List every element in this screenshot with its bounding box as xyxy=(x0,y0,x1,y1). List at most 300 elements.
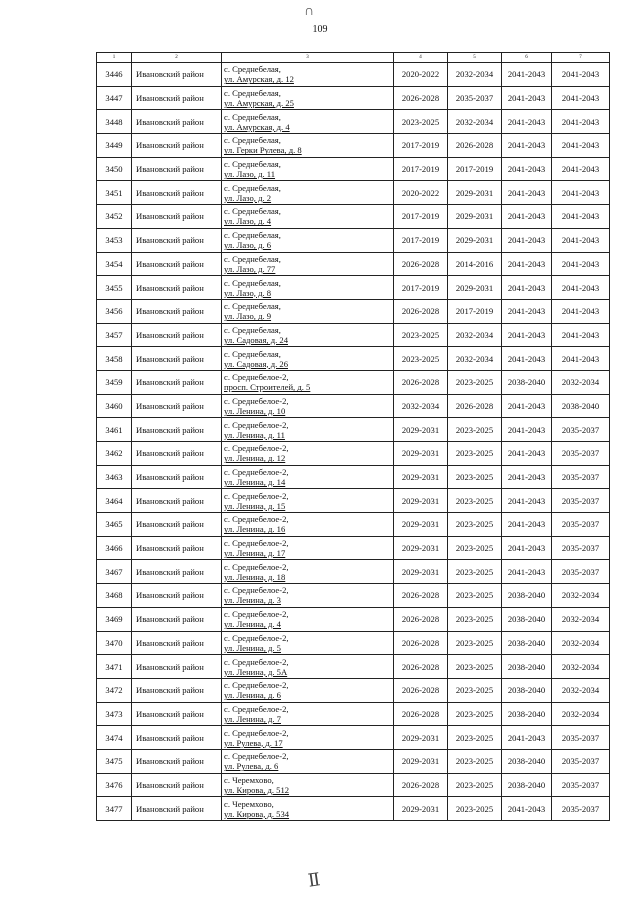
row-number-cell: 3454 xyxy=(97,252,132,276)
address-settlement: с. Среднебелая, xyxy=(224,182,281,193)
district-cell: Ивановский район xyxy=(132,347,222,371)
address-street: ул. Лазо, д. 2 xyxy=(224,192,272,203)
period-cell-col7: 2035-2037 xyxy=(552,726,610,750)
district-cell: Ивановский район xyxy=(132,323,222,347)
period-cell-col4: 2026-2028 xyxy=(394,370,448,394)
address-cell xyxy=(222,418,394,442)
period-cell-col4: 2029-2031 xyxy=(394,726,448,750)
district-cell: Ивановский район xyxy=(132,252,222,276)
period-cell-col7: 2041-2043 xyxy=(552,347,610,371)
district-cell: Ивановский район xyxy=(132,418,222,442)
address-settlement: с. Среднебелое-2, xyxy=(224,419,289,430)
period-cell-col5: 2023-2025 xyxy=(448,773,502,797)
period-cell-col5: 2023-2025 xyxy=(448,442,502,466)
period-cell-col7: 2041-2043 xyxy=(552,299,610,323)
period-cell-col7: 2032-2034 xyxy=(552,631,610,655)
period-cell-col5: 2026-2028 xyxy=(448,134,502,158)
address-settlement: с. Среднебелое-2, xyxy=(224,514,289,525)
address-settlement: с. Среднебелое-2, xyxy=(224,372,289,383)
table-row xyxy=(97,560,610,584)
period-cell-col4: 2032-2034 xyxy=(394,394,448,418)
period-cell-col4: 2029-2031 xyxy=(394,489,448,513)
address-settlement: с. Среднебелое-2, xyxy=(224,727,289,738)
address-settlement: с. Черемхово, xyxy=(224,774,274,785)
address-settlement: с. Среднебелая, xyxy=(224,159,281,170)
period-cell-col6: 2041-2043 xyxy=(502,323,552,347)
address-settlement: с. Среднебелое-2, xyxy=(224,561,289,572)
address-settlement: с. Среднебелая, xyxy=(224,88,281,99)
period-cell-col4: 2026-2028 xyxy=(394,607,448,631)
header-row xyxy=(97,53,610,63)
period-cell-col6: 2041-2043 xyxy=(502,442,552,466)
address-settlement: с. Среднебелая, xyxy=(224,277,281,288)
period-cell-col5: 2023-2025 xyxy=(448,370,502,394)
address-cell xyxy=(222,252,394,276)
address-street: ул. Лазо, д. 9 xyxy=(224,311,272,322)
address-settlement: с. Среднебелое-2, xyxy=(224,751,289,762)
table-row xyxy=(97,347,610,371)
district-cell: Ивановский район xyxy=(132,465,222,489)
address-cell xyxy=(222,773,394,797)
address-settlement: с. Среднебелое-2, xyxy=(224,538,289,549)
address-settlement: с. Среднебелое-2, xyxy=(224,703,289,714)
row-number-cell: 3464 xyxy=(97,489,132,513)
address-settlement: с. Среднебелая, xyxy=(224,253,281,264)
row-number-cell: 3468 xyxy=(97,584,132,608)
address-cell xyxy=(222,299,394,323)
handwritten-mark-top: ∩ xyxy=(304,4,315,19)
row-number-cell: 3456 xyxy=(97,299,132,323)
row-number-cell: 3475 xyxy=(97,749,132,773)
row-number-cell: 3473 xyxy=(97,702,132,726)
address-street: ул. Ленина, д. 12 xyxy=(224,453,286,464)
district-cell: Ивановский район xyxy=(132,442,222,466)
period-cell-col6: 2041-2043 xyxy=(502,181,552,205)
district-cell: Ивановский район xyxy=(132,157,222,181)
period-cell-col7: 2032-2034 xyxy=(552,370,610,394)
period-cell-col4: 2017-2019 xyxy=(394,228,448,252)
period-cell-col7: 2035-2037 xyxy=(552,489,610,513)
address-cell xyxy=(222,181,394,205)
period-cell-col5: 2023-2025 xyxy=(448,536,502,560)
address-street: ул. Кирова, д. 512 xyxy=(224,784,290,795)
address-street: ул. Амурская, д. 4 xyxy=(224,121,290,132)
row-number-cell: 3471 xyxy=(97,655,132,679)
row-number-cell: 3457 xyxy=(97,323,132,347)
period-cell-col5: 2023-2025 xyxy=(448,465,502,489)
period-cell-col5: 2032-2034 xyxy=(448,110,502,134)
address-street: ул. Рулева, д. 6 xyxy=(224,761,279,772)
row-number-cell: 3474 xyxy=(97,726,132,750)
address-cell xyxy=(222,726,394,750)
address-cell xyxy=(222,228,394,252)
district-cell: Ивановский район xyxy=(132,773,222,797)
address-cell xyxy=(222,678,394,702)
table-row xyxy=(97,63,610,87)
address-street: ул. Ленина, д. 17 xyxy=(224,548,286,559)
address-street: ул. Ленина, д. 18 xyxy=(224,571,286,582)
column-header: 6 xyxy=(502,53,552,63)
period-cell-col5: 2014-2016 xyxy=(448,252,502,276)
address-cell xyxy=(222,489,394,513)
period-cell-col7: 2041-2043 xyxy=(552,323,610,347)
address-street: ул. Ленина, д. 10 xyxy=(224,405,286,416)
period-cell-col6: 2038-2040 xyxy=(502,773,552,797)
address-cell xyxy=(222,276,394,300)
period-cell-col6: 2041-2043 xyxy=(502,513,552,537)
address-settlement: с. Среднебелое-2, xyxy=(224,443,289,454)
table-body xyxy=(97,63,610,821)
address-street: ул. Ленина, д. 15 xyxy=(224,500,286,511)
period-cell-col6: 2041-2043 xyxy=(502,536,552,560)
address-street: ул. Лазо, д. 77 xyxy=(224,263,276,274)
row-number-cell: 3458 xyxy=(97,347,132,371)
district-cell: Ивановский район xyxy=(132,489,222,513)
address-cell xyxy=(222,370,394,394)
row-number-cell: 3450 xyxy=(97,157,132,181)
address-settlement: с. Среднебелое-2, xyxy=(224,395,289,406)
table-row xyxy=(97,726,610,750)
district-cell: Ивановский район xyxy=(132,228,222,252)
period-cell-col4: 2020-2022 xyxy=(394,181,448,205)
address-street: ул. Ленина, д. 7 xyxy=(224,713,281,724)
address-settlement: с. Среднебелая, xyxy=(224,301,281,312)
address-cell xyxy=(222,205,394,229)
period-cell-col5: 2017-2019 xyxy=(448,299,502,323)
district-cell: Ивановский район xyxy=(132,394,222,418)
period-cell-col6: 2041-2043 xyxy=(502,276,552,300)
period-cell-col7: 2041-2043 xyxy=(552,205,610,229)
table-row xyxy=(97,655,610,679)
row-number-cell: 3453 xyxy=(97,228,132,252)
period-cell-col6: 2041-2043 xyxy=(502,797,552,821)
address-settlement: с. Среднебелое-2, xyxy=(224,656,289,667)
table-row xyxy=(97,323,610,347)
period-cell-col7: 2035-2037 xyxy=(552,442,610,466)
district-cell: Ивановский район xyxy=(132,655,222,679)
table-row xyxy=(97,465,610,489)
district-cell: Ивановский район xyxy=(132,86,222,110)
address-settlement: с. Среднебелая, xyxy=(224,64,281,75)
period-cell-col6: 2041-2043 xyxy=(502,157,552,181)
table-row xyxy=(97,584,610,608)
table-row xyxy=(97,631,610,655)
table-row xyxy=(97,110,610,134)
district-cell: Ивановский район xyxy=(132,134,222,158)
handwritten-mark-bottom: Ⅱ xyxy=(306,869,322,891)
period-cell-col7: 2035-2037 xyxy=(552,773,610,797)
period-cell-col5: 2026-2028 xyxy=(448,394,502,418)
district-cell: Ивановский район xyxy=(132,631,222,655)
column-header: 2 xyxy=(132,53,222,63)
period-cell-col6: 2038-2040 xyxy=(502,631,552,655)
district-cell: Ивановский район xyxy=(132,110,222,134)
table-row xyxy=(97,678,610,702)
address-cell xyxy=(222,513,394,537)
period-cell-col4: 2026-2028 xyxy=(394,773,448,797)
period-cell-col6: 2041-2043 xyxy=(502,134,552,158)
district-cell: Ивановский район xyxy=(132,678,222,702)
row-number-cell: 3460 xyxy=(97,394,132,418)
period-cell-col4: 2026-2028 xyxy=(394,86,448,110)
district-cell: Ивановский район xyxy=(132,370,222,394)
period-cell-col6: 2041-2043 xyxy=(502,489,552,513)
table-row xyxy=(97,797,610,821)
period-cell-col7: 2038-2040 xyxy=(552,394,610,418)
district-cell: Ивановский район xyxy=(132,181,222,205)
address-settlement: с. Среднебелая, xyxy=(224,111,281,122)
period-cell-col7: 2041-2043 xyxy=(552,157,610,181)
period-cell-col4: 2029-2031 xyxy=(394,749,448,773)
address-cell xyxy=(222,110,394,134)
period-cell-col7: 2032-2034 xyxy=(552,584,610,608)
table-row xyxy=(97,394,610,418)
address-street: ул. Ленина, д. 16 xyxy=(224,524,286,535)
period-cell-col5: 2023-2025 xyxy=(448,726,502,750)
row-number-cell: 3461 xyxy=(97,418,132,442)
period-cell-col5: 2029-2031 xyxy=(448,181,502,205)
period-cell-col5: 2023-2025 xyxy=(448,797,502,821)
period-cell-col4: 2020-2022 xyxy=(394,63,448,87)
period-cell-col6: 2038-2040 xyxy=(502,702,552,726)
address-cell xyxy=(222,394,394,418)
row-number-cell: 3448 xyxy=(97,110,132,134)
period-cell-col4: 2029-2031 xyxy=(394,536,448,560)
table-row xyxy=(97,252,610,276)
period-cell-col5: 2023-2025 xyxy=(448,631,502,655)
period-cell-col6: 2038-2040 xyxy=(502,749,552,773)
period-cell-col6: 2041-2043 xyxy=(502,205,552,229)
row-number-cell: 3459 xyxy=(97,370,132,394)
period-cell-col5: 2032-2034 xyxy=(448,323,502,347)
column-header: 3 xyxy=(222,53,394,63)
row-number-cell: 3462 xyxy=(97,442,132,466)
period-cell-col5: 2032-2034 xyxy=(448,347,502,371)
period-cell-col7: 2041-2043 xyxy=(552,252,610,276)
period-cell-col6: 2041-2043 xyxy=(502,299,552,323)
address-cell xyxy=(222,442,394,466)
period-cell-col6: 2041-2043 xyxy=(502,86,552,110)
period-cell-col5: 2023-2025 xyxy=(448,489,502,513)
period-cell-col4: 2029-2031 xyxy=(394,465,448,489)
address-street: ул. Амурская, д. 12 xyxy=(224,74,294,85)
row-number-cell: 3472 xyxy=(97,678,132,702)
address-settlement: с. Среднебелое-2, xyxy=(224,467,289,478)
period-cell-col7: 2041-2043 xyxy=(552,228,610,252)
address-street: ул. Лазо, д. 8 xyxy=(224,287,272,298)
address-settlement: с. Черемхово, xyxy=(224,798,274,809)
district-cell: Ивановский район xyxy=(132,702,222,726)
column-header: 4 xyxy=(394,53,448,63)
period-cell-col5: 2023-2025 xyxy=(448,655,502,679)
table-row xyxy=(97,181,610,205)
period-cell-col7: 2035-2037 xyxy=(552,418,610,442)
period-cell-col6: 2038-2040 xyxy=(502,607,552,631)
address-cell xyxy=(222,797,394,821)
address-cell xyxy=(222,465,394,489)
period-cell-col6: 2038-2040 xyxy=(502,655,552,679)
address-cell xyxy=(222,560,394,584)
address-cell xyxy=(222,347,394,371)
period-cell-col7: 2041-2043 xyxy=(552,63,610,87)
address-cell xyxy=(222,86,394,110)
row-number-cell: 3476 xyxy=(97,773,132,797)
address-street: ул. Ленина, д. 5А xyxy=(224,666,288,677)
period-cell-col7: 2032-2034 xyxy=(552,702,610,726)
address-cell xyxy=(222,134,394,158)
period-cell-col4: 2017-2019 xyxy=(394,205,448,229)
period-cell-col4: 2026-2028 xyxy=(394,299,448,323)
period-cell-col7: 2035-2037 xyxy=(552,465,610,489)
period-cell-col7: 2032-2034 xyxy=(552,607,610,631)
address-street: ул. Лазо, д. 4 xyxy=(224,216,272,227)
district-cell: Ивановский район xyxy=(132,726,222,750)
period-cell-col7: 2041-2043 xyxy=(552,276,610,300)
period-cell-col6: 2041-2043 xyxy=(502,465,552,489)
row-number-cell: 3451 xyxy=(97,181,132,205)
address-street: ул. Садовая, д. 26 xyxy=(224,358,288,369)
address-cell xyxy=(222,584,394,608)
period-cell-col7: 2035-2037 xyxy=(552,513,610,537)
address-street: ул. Ленина, д. 6 xyxy=(224,690,281,701)
row-number-cell: 3446 xyxy=(97,63,132,87)
period-cell-col4: 2023-2025 xyxy=(394,110,448,134)
address-street: ул. Ленина, д. 5 xyxy=(224,642,281,653)
period-cell-col6: 2041-2043 xyxy=(502,63,552,87)
row-number-cell: 3477 xyxy=(97,797,132,821)
period-cell-col7: 2035-2037 xyxy=(552,536,610,560)
address-street: ул. Лазо, д. 6 xyxy=(224,240,272,251)
address-settlement: с. Среднебелое-2, xyxy=(224,490,289,501)
period-cell-col6: 2041-2043 xyxy=(502,394,552,418)
district-cell: Ивановский район xyxy=(132,560,222,584)
period-cell-col4: 2017-2019 xyxy=(394,134,448,158)
address-cell xyxy=(222,607,394,631)
table-row xyxy=(97,749,610,773)
address-cell xyxy=(222,536,394,560)
address-settlement: с. Среднебелое-2, xyxy=(224,632,289,643)
period-cell-col4: 2029-2031 xyxy=(394,442,448,466)
period-cell-col5: 2023-2025 xyxy=(448,678,502,702)
address-settlement: с. Среднебелая, xyxy=(224,206,281,217)
row-number-cell: 3452 xyxy=(97,205,132,229)
period-cell-col4: 2026-2028 xyxy=(394,678,448,702)
district-cell: Ивановский район xyxy=(132,749,222,773)
district-cell: Ивановский район xyxy=(132,584,222,608)
period-cell-col4: 2029-2031 xyxy=(394,513,448,537)
address-street: просп. Строителей, д. 5 xyxy=(224,382,311,393)
table-row xyxy=(97,773,610,797)
period-cell-col4: 2023-2025 xyxy=(394,347,448,371)
address-settlement: с. Среднебелая, xyxy=(224,135,281,146)
period-cell-col5: 2023-2025 xyxy=(448,560,502,584)
row-number-cell: 3447 xyxy=(97,86,132,110)
period-cell-col7: 2041-2043 xyxy=(552,134,610,158)
table-row xyxy=(97,607,610,631)
row-number-cell: 3466 xyxy=(97,536,132,560)
address-settlement: с. Среднебелое-2, xyxy=(224,609,289,620)
table-row xyxy=(97,536,610,560)
table-row xyxy=(97,205,610,229)
period-cell-col6: 2041-2043 xyxy=(502,347,552,371)
period-cell-col5: 2017-2019 xyxy=(448,157,502,181)
table-row xyxy=(97,276,610,300)
district-cell: Ивановский район xyxy=(132,276,222,300)
period-cell-col7: 2035-2037 xyxy=(552,749,610,773)
table-row xyxy=(97,228,610,252)
table-row xyxy=(97,513,610,537)
period-cell-col7: 2035-2037 xyxy=(552,560,610,584)
address-street: ул. Ленина, д. 4 xyxy=(224,619,281,630)
row-number-cell: 3449 xyxy=(97,134,132,158)
row-number-cell: 3465 xyxy=(97,513,132,537)
period-cell-col4: 2026-2028 xyxy=(394,252,448,276)
period-cell-col5: 2029-2031 xyxy=(448,276,502,300)
district-cell: Ивановский район xyxy=(132,299,222,323)
period-cell-col4: 2029-2031 xyxy=(394,560,448,584)
address-cell xyxy=(222,323,394,347)
period-cell-col4: 2026-2028 xyxy=(394,655,448,679)
district-cell: Ивановский район xyxy=(132,536,222,560)
district-cell: Ивановский район xyxy=(132,205,222,229)
period-cell-col4: 2029-2031 xyxy=(394,418,448,442)
period-cell-col6: 2041-2043 xyxy=(502,110,552,134)
column-header: 7 xyxy=(552,53,610,63)
period-cell-col5: 2023-2025 xyxy=(448,584,502,608)
period-cell-col5: 2035-2037 xyxy=(448,86,502,110)
period-cell-col4: 2026-2028 xyxy=(394,702,448,726)
period-cell-col5: 2023-2025 xyxy=(448,513,502,537)
period-cell-col7: 2041-2043 xyxy=(552,110,610,134)
period-cell-col6: 2038-2040 xyxy=(502,370,552,394)
address-street: ул. Садовая, д. 24 xyxy=(224,334,288,345)
address-settlement: с. Среднебелое-2, xyxy=(224,585,289,596)
period-cell-col6: 2041-2043 xyxy=(502,560,552,584)
address-settlement: с. Среднебелая, xyxy=(224,348,281,359)
district-cell: Ивановский район xyxy=(132,513,222,537)
address-cell xyxy=(222,157,394,181)
period-cell-col5: 2023-2025 xyxy=(448,418,502,442)
address-cell xyxy=(222,631,394,655)
address-street: ул. Кирова, д. 534 xyxy=(224,808,290,819)
column-header: 1 xyxy=(97,53,132,63)
table-row xyxy=(97,134,610,158)
address-street: ул. Ленина, д. 11 xyxy=(224,429,285,440)
table-row xyxy=(97,370,610,394)
address-cell xyxy=(222,655,394,679)
table-row xyxy=(97,157,610,181)
address-street: ул. Лазо, д. 11 xyxy=(224,169,276,180)
row-number-cell: 3463 xyxy=(97,465,132,489)
address-cell xyxy=(222,749,394,773)
address-settlement: с. Среднебелая, xyxy=(224,230,281,241)
address-cell xyxy=(222,702,394,726)
period-cell-col5: 2029-2031 xyxy=(448,228,502,252)
period-cell-col6: 2041-2043 xyxy=(502,228,552,252)
column-header: 5 xyxy=(448,53,502,63)
address-street: ул. Ленина, д. 3 xyxy=(224,595,281,606)
district-cell: Ивановский район xyxy=(132,63,222,87)
table-row xyxy=(97,489,610,513)
period-cell-col7: 2032-2034 xyxy=(552,655,610,679)
table-row xyxy=(97,86,610,110)
period-cell-col7: 2041-2043 xyxy=(552,181,610,205)
address-street: ул. Рулева, д. 17 xyxy=(224,737,283,748)
period-cell-col7: 2041-2043 xyxy=(552,86,610,110)
row-number-cell: 3467 xyxy=(97,560,132,584)
period-cell-col6: 2038-2040 xyxy=(502,678,552,702)
address-cell xyxy=(222,63,394,87)
